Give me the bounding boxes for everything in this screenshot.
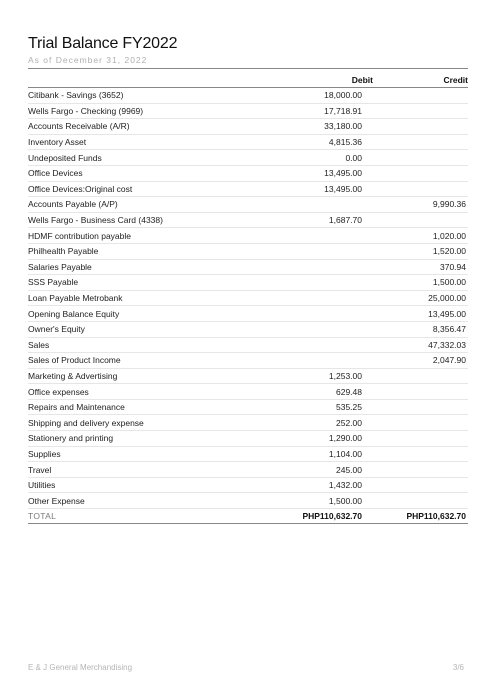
- table-row: [28, 353, 468, 369]
- table-row: [28, 275, 468, 291]
- credit-amount: [373, 150, 468, 166]
- table-row: [28, 290, 468, 306]
- credit-amount: [373, 431, 468, 447]
- account-name: Sales of Product Income: [28, 353, 278, 369]
- table-row: [28, 181, 468, 197]
- table-row: [28, 446, 468, 462]
- debit-amount: 13,495.00: [278, 181, 373, 197]
- debit-amount: 33,180.00: [278, 119, 373, 135]
- debit-amount: 1,687.70: [278, 212, 373, 228]
- account-name: Utilities: [28, 477, 278, 493]
- table-row: [28, 259, 468, 275]
- debit-amount: 13,495.00: [278, 165, 373, 181]
- credit-amount: 8,356.47: [373, 321, 468, 337]
- account-name: Salaries Payable: [28, 259, 278, 275]
- debit-amount: [278, 243, 373, 259]
- credit-amount: 1,020.00: [373, 228, 468, 244]
- credit-amount: 1,500.00: [373, 275, 468, 291]
- total-label: TOTAL: [28, 509, 278, 524]
- account-name: Repairs and Maintenance: [28, 399, 278, 415]
- debit-amount: 629.48: [278, 384, 373, 400]
- credit-amount: [373, 119, 468, 135]
- credit-amount: 2,047.90: [373, 353, 468, 369]
- debit-amount: 1,253.00: [278, 368, 373, 384]
- account-name: Philhealth Payable: [28, 243, 278, 259]
- table-row: [28, 462, 468, 478]
- table-row: [28, 103, 468, 119]
- table-row: [28, 493, 468, 509]
- total-credit: PHP110,632.70: [373, 509, 468, 524]
- credit-amount: 47,332.03: [373, 337, 468, 353]
- account-name: Office expenses: [28, 384, 278, 400]
- debit-amount: [278, 321, 373, 337]
- debit-amount: 1,290.00: [278, 431, 373, 447]
- credit-amount: [373, 88, 468, 104]
- credit-amount: [373, 368, 468, 384]
- account-name: Accounts Receivable (A/R): [28, 119, 278, 135]
- credit-amount: 1,520.00: [373, 243, 468, 259]
- table-row: [28, 321, 468, 337]
- account-name: SSS Payable: [28, 275, 278, 291]
- credit-amount: [373, 212, 468, 228]
- account-name: Opening Balance Equity: [28, 306, 278, 322]
- account-name: Inventory Asset: [28, 134, 278, 150]
- account-name: Citibank - Savings (3652): [28, 88, 278, 104]
- credit-amount: [373, 134, 468, 150]
- account-column-header: [28, 69, 278, 88]
- account-name: Office Devices:Original cost: [28, 181, 278, 197]
- debit-amount: 17,718.91: [278, 103, 373, 119]
- account-name: Stationery and printing: [28, 431, 278, 447]
- table-row: [28, 150, 468, 166]
- credit-amount: 13,495.00: [373, 306, 468, 322]
- credit-amount: [373, 493, 468, 509]
- account-name: Undeposited Funds: [28, 150, 278, 166]
- table-row: [28, 477, 468, 493]
- footer-company: E & J General Merchandising: [28, 663, 133, 672]
- debit-amount: [278, 228, 373, 244]
- debit-amount: [278, 337, 373, 353]
- debit-amount: 4,815.36: [278, 134, 373, 150]
- account-name: Office Devices: [28, 165, 278, 181]
- table-row: [28, 212, 468, 228]
- debit-amount: 245.00: [278, 462, 373, 478]
- debit-amount: [278, 353, 373, 369]
- account-name: Accounts Payable (A/P): [28, 197, 278, 213]
- account-name: Sales: [28, 337, 278, 353]
- report-date: As of December 31, 2022: [28, 55, 148, 65]
- debit-amount: 252.00: [278, 415, 373, 431]
- account-name: Owner's Equity: [28, 321, 278, 337]
- credit-amount: [373, 462, 468, 478]
- table-row: [28, 337, 468, 353]
- credit-amount: 9,990.36: [373, 197, 468, 213]
- debit-amount: [278, 259, 373, 275]
- credit-amount: [373, 181, 468, 197]
- debit-amount: 18,000.00: [278, 88, 373, 104]
- table-row: [28, 243, 468, 259]
- credit-amount: 25,000.00: [373, 290, 468, 306]
- table-row: [28, 384, 468, 400]
- account-name: Wells Fargo - Business Card (4338): [28, 212, 278, 228]
- debit-column-header: Debit: [278, 69, 373, 88]
- account-name: Shipping and delivery expense: [28, 415, 278, 431]
- report-title: Trial Balance FY2022: [28, 35, 178, 52]
- credit-amount: [373, 399, 468, 415]
- credit-amount: [373, 446, 468, 462]
- table-row: [28, 165, 468, 181]
- table-row: [28, 368, 468, 384]
- credit-amount: [373, 165, 468, 181]
- table-header-row: [28, 69, 468, 88]
- table-row: [28, 306, 468, 322]
- debit-amount: [278, 197, 373, 213]
- debit-amount: [278, 306, 373, 322]
- credit-column-header: Credit: [373, 69, 468, 88]
- account-name: Wells Fargo - Checking (9969): [28, 103, 278, 119]
- table-row: [28, 197, 468, 213]
- trial-balance-table: [28, 68, 468, 524]
- table-row: [28, 134, 468, 150]
- debit-amount: 0.00: [278, 150, 373, 166]
- total-debit: PHP110,632.70: [278, 509, 373, 524]
- debit-amount: [278, 290, 373, 306]
- total-row: [28, 509, 468, 524]
- account-name: Loan Payable Metrobank: [28, 290, 278, 306]
- account-name: HDMF contribution payable: [28, 228, 278, 244]
- debit-amount: [278, 275, 373, 291]
- debit-amount: 1,104.00: [278, 446, 373, 462]
- credit-amount: [373, 477, 468, 493]
- table-row: [28, 228, 468, 244]
- account-name: Supplies: [28, 446, 278, 462]
- footer-page-number: 3/6: [452, 663, 464, 672]
- table-row: [28, 415, 468, 431]
- table-row: [28, 431, 468, 447]
- credit-amount: [373, 384, 468, 400]
- table-row: [28, 399, 468, 415]
- debit-amount: 1,432.00: [278, 477, 373, 493]
- debit-amount: 1,500.00: [278, 493, 373, 509]
- account-name: Marketing & Advertising: [28, 368, 278, 384]
- report: [28, 34, 468, 524]
- credit-amount: 370.94: [373, 259, 468, 275]
- table-row: [28, 119, 468, 135]
- credit-amount: [373, 415, 468, 431]
- account-name: Other Expense: [28, 493, 278, 509]
- account-name: Travel: [28, 462, 278, 478]
- credit-amount: [373, 103, 468, 119]
- table-body: [28, 88, 468, 509]
- debit-amount: 535.25: [278, 399, 373, 415]
- table-row: [28, 88, 468, 104]
